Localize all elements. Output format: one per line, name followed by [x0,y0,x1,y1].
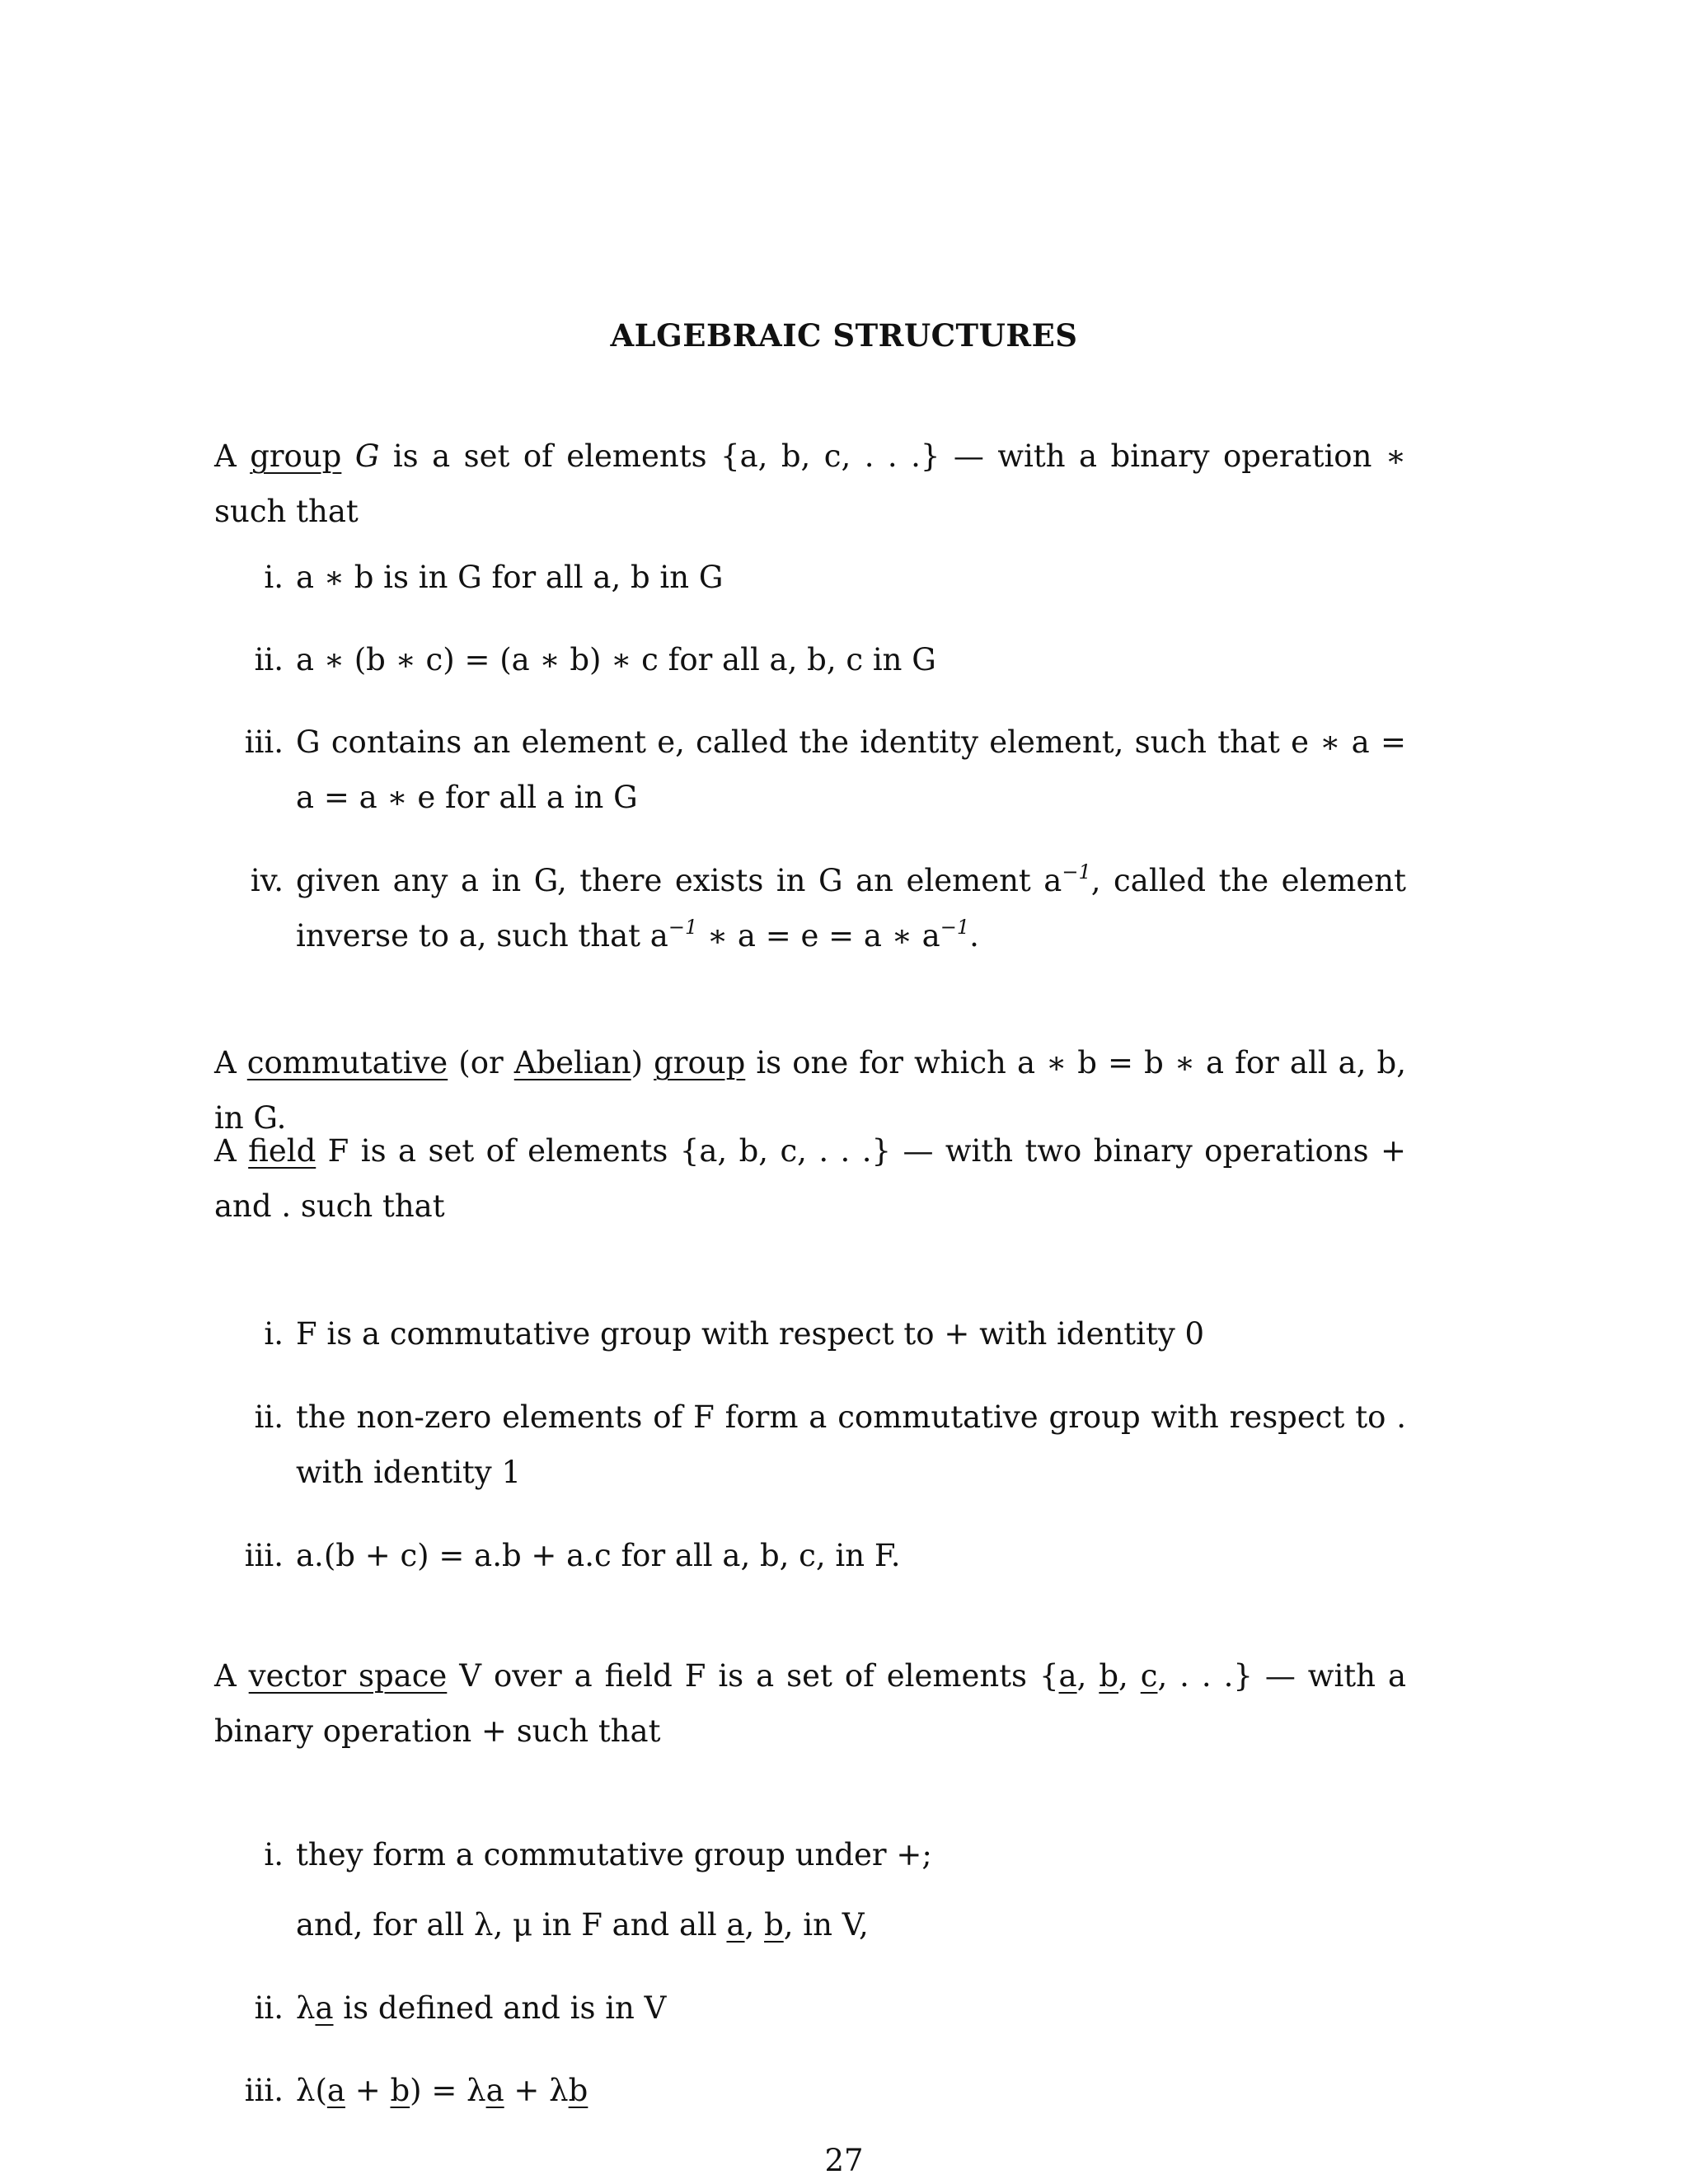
field-axiom-2: ii. the non-zero elements of F form a commutative group with respect to . with identity 1 [254,1399,1406,1490]
abelian-term: Abelian [513,1045,631,1080]
vector-axiom-1: i. they form a commutative group under +; [264,1837,932,1872]
field-axiom-1: i. F is a commutative group with respect to + with identity 0 [264,1316,1205,1352]
vector-axiom-3: iii. λ(a + b) = λa + λb [244,2073,588,2108]
field-term: field [248,1133,316,1169]
group-term: group [250,438,342,474]
commutative-term: commutative [246,1045,448,1080]
group-axiom-2: ii. a ∗ (b ∗ c) = (a ∗ b) ∗ c for all a, b, c in G [254,642,936,677]
vector-space-term: vector space [248,1658,448,1694]
page-title: ALGEBRAIC STRUCTURES [610,317,1078,354]
group-axiom-4: iv. given any a in G, there exists in G an element $a^{-1}$, called the element inverse to a, such that $a^{-1}$ ∗ a = e = a ∗ $a^{-1}$. [250,860,1406,954]
group-definition: A group G is a set of elements {a, b, c, . . .} — with a binary operation ∗ such that [214,438,1407,529]
group-term-2: group [654,1045,746,1080]
field-axiom-3: iii. a.(b + c) = a.b + a.c for all a, b, c, in F. [244,1538,901,1573]
abelian-definition: A commutative (or Abelian) group is one for which a ∗ b = b ∗ a for all a, b, in G. [214,1045,1406,1136]
vector-axiom-2: ii. λa is defined and is in V [254,1990,667,2026]
group-axiom-3: iii. G contains an element e, called the identity element, such that e ∗ a = a = a ∗ e for all a in G [244,724,1406,815]
group-axiom-1: i. a ∗ b is in G for all a, b in G [264,560,724,595]
field-definition: A field F is a set of elements {a, b, c, . . .} — with two binary operations + and . such that [214,1133,1406,1224]
vector-space-definition: A vector space V over a field F is a set of elements {a, b, c, . . .} — with a binary operation + such that [214,1658,1406,1749]
vector-axiom-continuation: and, for all λ, μ in F and all a, b, in V, [296,1907,869,1943]
page-number: 27 [824,2143,864,2178]
